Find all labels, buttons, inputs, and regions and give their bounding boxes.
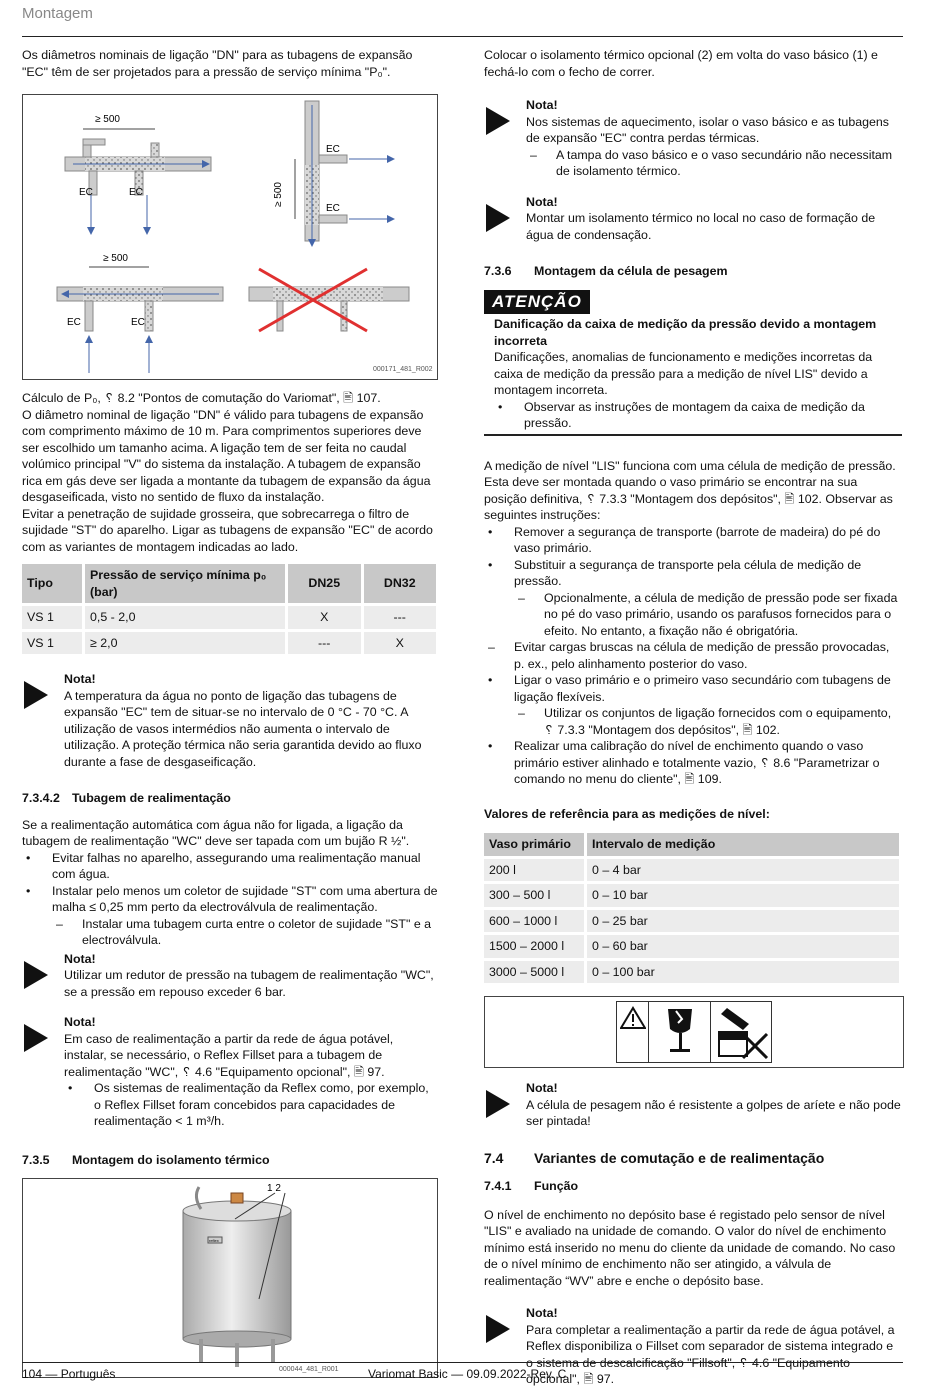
s7342-text: Se a realimentação automática com água não for ligada, a ligação da tubagem de realimentação "WC" deve ser tapada com um bujão R ½". (22, 817, 410, 848)
note-title: Nota! (526, 1306, 558, 1320)
note-title: Nota! (64, 1015, 96, 1029)
intro-text: Os diâmetros nominais de ligação "DN" para as tubagens de expansão "EC" têm de ser projetados para a pressão de serviço mínima "P₀". (22, 48, 413, 79)
note-text: Para completar a realimentação a partir da rede de água potável, a Reflex disponibiliza o Fillset com separador de sistema integrado e o sistema de descalcificação "Fillsoft", ␦ 4.6 "Equipamento opcional", 🖹 97. (526, 1322, 895, 1386)
dn-table (19, 561, 439, 657)
s7342-list (22, 850, 438, 949)
table-cell: 0 – 4 bar (587, 859, 899, 882)
section-736-heading (484, 263, 902, 280)
vessel-brand-label: reflex (209, 1238, 219, 1243)
section-number: 7.3.4.2 (22, 791, 60, 805)
note-arrow-icon (486, 1315, 510, 1343)
section-number: 7.3.5 (22, 1152, 50, 1167)
insulation-intro: Colocar o isolamento térmico opcional (2) em volta do vaso básico (1) e fechá-lo com o fecho de correr. (484, 48, 878, 79)
table-cell: 0 – 10 bar (587, 884, 899, 907)
note-text: A célula de pesagem não é resistente a golpes de aríete e não pode ser pintada! (526, 1097, 901, 1128)
table-cell: 300 – 500 l (484, 884, 584, 907)
section-74-heading (484, 1150, 902, 1167)
attention-label: ATENÇÃO (484, 290, 590, 315)
no-paint-icon (711, 1002, 771, 1062)
section-741-heading (484, 1178, 902, 1195)
table-cell: 200 l (484, 859, 584, 882)
label-ec-2: EC (129, 187, 143, 198)
lis-list (484, 524, 902, 788)
table-cell: --- (288, 632, 361, 655)
figure-labels-1-2: 1 2 (267, 1183, 281, 1194)
table-cell: VS 1 (22, 632, 82, 655)
label-ec-3: EC (326, 144, 340, 155)
list-item: • Realizar uma calibração do nível de enchimento quando o vaso primário estiver alinhado e totalmente vazio, ␦ 8.6 "Parametrizar o comando no menu do cliente", 🖹 109. (484, 738, 902, 788)
table-cell: 0 – 60 bar (587, 935, 899, 958)
note-arrow-icon (486, 1090, 510, 1118)
note-text: Montar um isolamento térmico no local no caso de formação de água de condensação. (526, 211, 876, 242)
pipe-diagram (23, 95, 437, 379)
note-arrow-icon (24, 681, 48, 709)
table-cell: --- (364, 606, 437, 629)
warning-triangle-icon (617, 1002, 649, 1062)
section-title: Tubagem de realimentação (72, 791, 231, 805)
label-ec-6: EC (131, 317, 145, 328)
section-735-heading (22, 1152, 438, 1169)
note-condensation (484, 194, 902, 244)
list-item: • Os sistemas de realimentação da Reflex como, por exemplo, o Reflex Fillset foram concebidos para capacidades de realimentação < 1 m³/h. (64, 1080, 438, 1130)
para-dirt: Evitar a penetração de sujidade grosseira, que sobrecarrega o filtro de sujidade "ST" do aparelho. Ligar as tubagens de expansão "EC" de acordo com as variantes de montagem indicadas ao lado. (22, 506, 433, 554)
section-title: Função (534, 1179, 579, 1193)
lis-para: A medição de nível "LIS" funciona com uma célula de medição de pressão. Esta deve ser montada quando o vaso primário se encontrar na sua posição definitiva, ␦ 7.3.3 "Montagem dos depósitos", 🖹 102. Observar as seguintes instruções: (484, 458, 896, 522)
table-cell: X (364, 632, 437, 655)
note-arrow-icon (24, 1024, 48, 1052)
footer-page-language: 104 — Português (22, 1367, 116, 1381)
note-list (526, 147, 902, 180)
table-cell: 1500 – 2000 l (484, 935, 584, 958)
s741-text: O nível de enchimento no depósito base é registado pelo sensor de nível "LIS" e avaliado na unidade de comando. O valor do nível de enchimento mínimo está inserido no menu do cliente da unidade de comando. No caso de o nível mínimo de enchimento não ser atingido, a válvula de realimentação “WV” abre e enche o depósito base. (484, 1207, 896, 1288)
note-title: Nota! (64, 951, 96, 966)
note-list (64, 1080, 438, 1130)
para-dn: O diâmetro nominal de ligação "DN" é válido para tubagens de expansão com comprimento máximo de 10 m. Para comprimentos superiores deve ser escolhido um tamanho acima. A ligação tem de ser feita no caudal volúmico principal "V" do sistema da instalação. A tubagem de expansão rica em gás deve ser ligada a montante da tubagem de expansão da água desgaseificada, visto no sentido de fluxo da instalação. (22, 407, 431, 504)
section-number: 7.4.1 (484, 1179, 512, 1193)
label-ec-5: EC (67, 317, 81, 328)
calc-text: Cálculo de P₀, ␦ 8.2 "Pontos de comutação do Variomat", 🖹 107. (22, 391, 381, 405)
ref-th-vessel: Vaso primário (484, 833, 584, 856)
expansion-pipe-figure (22, 94, 438, 380)
attention-title: Danificação da caixa de medição da pressão devido a montagem incorreta (494, 317, 877, 348)
note-title: Nota! (526, 1081, 558, 1095)
label-ec-1: EC (79, 187, 93, 198)
left-column (22, 47, 438, 1378)
footer-document-info: Variomat Basic — 09.09.2022-Rev. C (368, 1367, 567, 1381)
vessel-diagram (23, 1179, 437, 1377)
section-7342-heading (22, 790, 438, 807)
note-text: A temperatura da água no ponto de ligação das tubagens de expansão "EC" tem de situar-se no intervalo de 0 °C - 70 °C. A utilização de vasos intermédios não aumenta o intervalo de utilização. A proteção térmica não seria garantida devido ao fluxo durante a fase de desgaseificação. (64, 688, 422, 769)
symbol-strip (616, 1001, 772, 1063)
page-header-title: Montagem (22, 5, 93, 22)
label-ec-4: EC (326, 203, 340, 214)
list-item: – A tampa do vaso básico e o vaso secundário não necessitam de isolamento térmico. (526, 147, 902, 180)
note-title: Nota! (526, 194, 558, 209)
attention-text: Danificações, anomalias de funcionamento e medições incorretas da caixa de medição da pressão para a medição de nível LIS" devido a montagem incorreta. (494, 350, 873, 397)
warning-symbols-figure (484, 996, 904, 1068)
list-item: • Ligar o vaso primário e o primeiro vaso secundário com tubagens de ligação flexíveis. (484, 672, 902, 705)
dn-th-dn25: DN25 (288, 564, 361, 603)
table-row (484, 961, 899, 984)
figure-code-2: 000044_481_R001 (279, 1366, 339, 1373)
section-number: 7.3.6 (484, 264, 512, 278)
table-cell: ≥ 2,0 (85, 632, 285, 655)
note-arrow-icon (486, 107, 510, 135)
note-title: Nota! (526, 98, 558, 112)
dim-label-500b: ≥ 500 (273, 182, 284, 207)
note-load-cell (484, 1080, 902, 1130)
note-text: Nos sistemas de aquecimento, isolar o vaso básico e as tubagens de expansão "EC" contra perdas térmicas. (526, 114, 889, 145)
section-title: Montagem do isolamento térmico (72, 1152, 270, 1167)
section-number: 7.4 (484, 1149, 504, 1166)
table-row (484, 884, 899, 907)
section-title: Variantes de comutação e de realimentação (534, 1149, 825, 1166)
figure-code-1: 000171_481_R002 (373, 366, 433, 373)
dim-label-500c: ≥ 500 (103, 253, 128, 264)
note-text: Utilizar um redutor de pressão na tubagem de realimentação "WC", se a pressão em repouso exceder 6 bar. (64, 968, 434, 999)
table-cell: 0 – 100 bar (587, 961, 899, 984)
table-row (484, 935, 899, 958)
note-pressure-reducer (22, 951, 438, 1001)
list-item: • Observar as instruções de montagem da caixa de medição da pressão. (494, 399, 902, 432)
dim-label-500a: ≥ 500 (95, 114, 120, 125)
table-cell: VS 1 (22, 606, 82, 629)
list-item: • Substituir a segurança de transporte pela célula de medição de pressão. (484, 557, 902, 590)
list-item: – Evitar cargas bruscas na célula de medição de pressão provocadas, p. ex., pelo alinhamento posterior do vaso. (484, 639, 902, 672)
header-divider (22, 36, 903, 37)
reference-title: Valores de referência para as medições de nível: (484, 806, 770, 821)
dn-th-dn32: DN32 (364, 564, 437, 603)
note-fillset (22, 1014, 438, 1130)
list-item: • Instalar pelo menos um coletor de sujidade "ST" com uma abertura de malha ≤ 0,25 mm perto da electroválvula de realimentação. (22, 883, 438, 916)
list-item: – Opcionalmente, a célula de medição de pressão pode ser fixada no pé do vaso primário, usando os parafusos fornecidos para o efeito. No entanto, a fixação não é obrigatória. (484, 590, 902, 640)
reference-table (481, 830, 902, 986)
table-row (484, 859, 899, 882)
fragile-glass-icon (649, 1002, 711, 1062)
table-row (22, 606, 436, 629)
table-row (484, 910, 899, 933)
note-title: Nota! (64, 672, 96, 686)
dn-th-pressao: Pressão de serviço mínima p₀ (bar) (85, 564, 285, 603)
attention-list (494, 399, 902, 432)
ref-th-range: Intervalo de medição (587, 833, 899, 856)
list-item: – Utilizar os conjuntos de ligação fornecidos com o equipamento, ␦ 7.3.3 "Montagem dos depósitos", 🖹 102. (484, 705, 902, 738)
table-cell: 0,5 - 2,0 (85, 606, 285, 629)
note-arrow-icon (24, 961, 48, 989)
note-arrow-icon (486, 204, 510, 232)
note-temperature (22, 671, 438, 770)
note-text: Em caso de realimentação a partir da rede de água potável, instalar, se necessário, o Reflex Fillset para a tubagem de realimentação "WC", ␦ 4.6 "Equipamento opcional", 🖹 97. (64, 1031, 394, 1079)
table-cell: 0 – 25 bar (587, 910, 899, 933)
dn-th-tipo: Tipo (22, 564, 82, 603)
list-item: – Instalar uma tubagem curta entre o coletor de sujidade "ST" e a electroválvula. (22, 916, 438, 949)
right-column (484, 47, 902, 1387)
insulation-figure (22, 1178, 438, 1378)
table-cell: 600 – 1000 l (484, 910, 584, 933)
note-heating-insulation (484, 97, 902, 180)
table-row (22, 632, 436, 655)
list-item: • Remover a segurança de transporte (barrote de madeira) do pé do vaso primário. (484, 524, 902, 557)
list-item: • Evitar falhas no aparelho, assegurando uma realimentação manual com água. (22, 850, 438, 883)
attention-box (484, 290, 902, 436)
table-cell: X (288, 606, 361, 629)
section-title: Montagem da célula de pesagem (534, 264, 728, 278)
table-cell: 3000 – 5000 l (484, 961, 584, 984)
